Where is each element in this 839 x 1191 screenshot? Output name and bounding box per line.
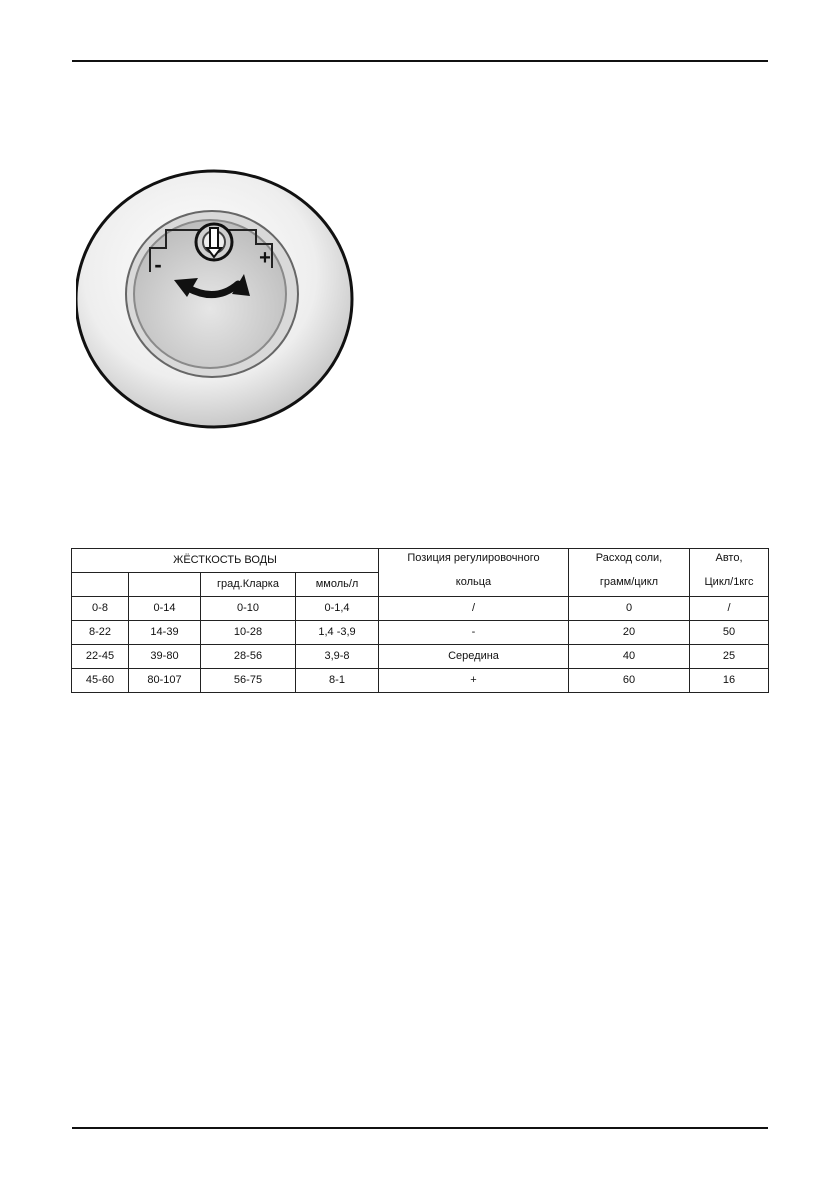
table-cell: 14-39 <box>129 621 201 645</box>
unit-header-1 <box>72 573 129 597</box>
table-cell: 0-10 <box>201 597 296 621</box>
salt-consumption-header-line1: Расход соли, <box>595 552 663 564</box>
table-row <box>72 597 769 621</box>
dial-minus-label: - <box>154 252 162 277</box>
softener-ring-illustration <box>76 160 356 430</box>
table-cell: 20 <box>569 621 690 645</box>
table-cell: 0 <box>569 597 690 621</box>
unit-header-clark: град.Кларка <box>201 573 296 597</box>
table-cell: 39-80 <box>129 645 201 669</box>
table-cell: 8-1 <box>296 669 379 693</box>
table-row <box>72 621 769 645</box>
ring-position-header-line2: кольца <box>455 576 492 588</box>
auto-header-line1: Авто, <box>715 552 743 564</box>
table-row <box>72 669 769 693</box>
table-cell: 0-1,4 <box>296 597 379 621</box>
table-cell: 28-56 <box>201 645 296 669</box>
table-cell: 50 <box>690 621 769 645</box>
table-cell: + <box>379 669 569 693</box>
table-cell: 16 <box>690 669 769 693</box>
table-cell: 45-60 <box>72 669 129 693</box>
table-cell: 25 <box>690 645 769 669</box>
table-cell: 0-14 <box>129 597 201 621</box>
footer-rule <box>72 1127 768 1129</box>
table-cell: 8-22 <box>72 621 129 645</box>
table-cell: / <box>690 597 769 621</box>
table-cell: 80-107 <box>129 669 201 693</box>
header-rule <box>72 60 768 62</box>
table-cell: - <box>379 621 569 645</box>
salt-consumption-header-line2: грамм/цикл <box>599 576 659 588</box>
unit-header-mmol: ммоль/л <box>296 573 379 597</box>
table-cell: 60 <box>569 669 690 693</box>
water-hardness-header: ЖЁСТКОСТЬ ВОДЫ <box>72 549 379 573</box>
table-cell: 0-8 <box>72 597 129 621</box>
table-cell: 40 <box>569 645 690 669</box>
water-hardness-table <box>71 548 769 693</box>
table-header-row <box>72 549 769 573</box>
ring-position-header-line1: Позиция регулировочного <box>407 552 540 564</box>
table-cell: 10-28 <box>201 621 296 645</box>
auto-header-line2: Цикл/1кгс <box>704 576 754 588</box>
ring-position-header <box>379 549 569 597</box>
table-cell: 1,4 -3,9 <box>296 621 379 645</box>
lock-knob-icon <box>196 224 232 260</box>
table-cell: 3,9-8 <box>296 645 379 669</box>
table-cell: Середина <box>379 645 569 669</box>
table-cell: 22-45 <box>72 645 129 669</box>
salt-consumption-header <box>569 549 690 597</box>
auto-header <box>690 549 769 597</box>
table-cell: 56-75 <box>201 669 296 693</box>
unit-header-2 <box>129 573 201 597</box>
table-row <box>72 645 769 669</box>
table-cell: / <box>379 597 569 621</box>
dial-plus-label: + <box>259 247 271 269</box>
